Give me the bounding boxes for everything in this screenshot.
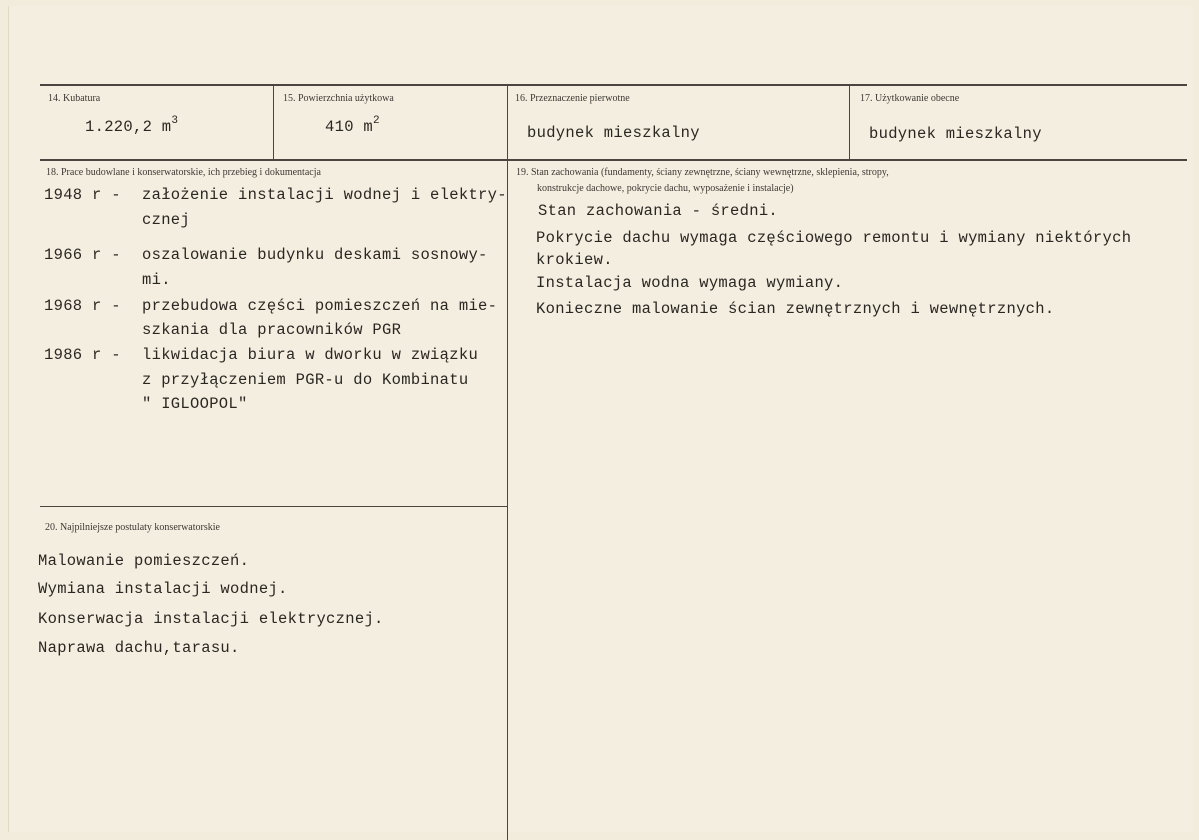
uzytkowanie-label: 17. Użytkowanie obecne	[860, 93, 960, 104]
przeznaczenie-value: budynek mieszkalny	[527, 124, 700, 142]
kubatura-unit-exponent: 3	[171, 115, 179, 127]
stan-line-3: krokiew.	[536, 251, 613, 269]
kubatura-number: 1.220,2 m	[85, 118, 172, 136]
col-divider-2	[507, 85, 508, 840]
entry-1968-text1: przebudowa części pomieszczeń na mie-	[142, 297, 498, 315]
entry-1986-line2	[44, 371, 468, 389]
postulaty-label: 20. Najpilniejsze postulaty konserwatorskie	[45, 522, 220, 533]
col-divider-3	[849, 85, 850, 161]
entry-1948-line2	[44, 211, 190, 229]
uzytkowanie-value: budynek mieszkalny	[869, 125, 1042, 143]
entry-1986-year: 1986 r -	[44, 346, 121, 364]
stan-line-2: Pokrycie dachu wymaga częściowego remontu i wymiany niektórych	[536, 229, 1132, 247]
entry-1986-line3	[44, 395, 248, 413]
powierzchnia-unit-exponent: 2	[373, 115, 380, 127]
col-divider-1	[273, 85, 274, 161]
postulaty-line-3: Konserwacja instalacji elektrycznej.	[38, 610, 384, 628]
kubatura-label: 14. Kubatura	[48, 93, 101, 104]
entry-1986-line1	[44, 346, 478, 364]
entry-1966-line2	[44, 271, 171, 289]
entry-1966-line1	[44, 246, 488, 264]
stan-line-4: Instalacja wodna wymaga wymiany.	[536, 274, 844, 292]
kubatura-value	[85, 115, 179, 136]
entry-1948-text2: cznej	[142, 211, 191, 229]
entry-1968-year: 1968 r -	[44, 297, 121, 315]
entry-1948-year: 1948 r -	[44, 186, 121, 204]
row-divider-line	[40, 159, 1187, 161]
stan-label-line1: 19. Stan zachowania (fundamenty, ściany zewnętrzne, ściany wewnętrzne, sklepienia, stropy,	[516, 167, 889, 178]
entry-1986-text1: likwidacja biura w dworku w związku	[142, 346, 479, 364]
postulaty-line-1: Malowanie pomieszczeń.	[38, 552, 250, 570]
entry-1966-text1: oszalowanie budynku deskami sosnowy-	[142, 246, 488, 264]
entry-1948-line1	[44, 186, 507, 204]
postulaty-line-2: Wymiana instalacji wodnej.	[38, 580, 288, 598]
entry-1986-text2: z przyłączeniem PGR-u do Kombinatu	[142, 371, 469, 389]
stan-label-line2: konstrukcje dachowe, pokrycie dachu, wyposażenie i instalacje)	[537, 183, 794, 194]
section-20-divider	[40, 506, 508, 507]
przeznaczenie-label: 16. Przeznaczenie pierwotne	[515, 93, 630, 104]
stan-line-5: Konieczne malowanie ścian zewnętrznych i wewnętrznych.	[536, 300, 1055, 318]
entry-1966-text2: mi.	[142, 271, 171, 289]
powierzchnia-number: 410 m	[325, 118, 374, 136]
entry-1986-text3: " IGLOOPOL"	[142, 395, 248, 413]
stan-line-1: Stan zachowania - średni.	[538, 202, 779, 220]
entry-1966-year: 1966 r -	[44, 246, 121, 264]
powierzchnia-label: 15. Powierzchnia użytkowa	[283, 93, 394, 104]
prace-label: 18. Prace budowlane i konserwatorskie, ich przebieg i dokumentacja	[46, 167, 321, 178]
entry-1968-line2	[44, 321, 401, 339]
top-border-line	[40, 84, 1187, 86]
entry-1968-text2: szkania dla pracowników PGR	[142, 321, 402, 339]
powierzchnia-value	[325, 115, 380, 136]
postulaty-line-4: Naprawa dachu,tarasu.	[38, 639, 240, 657]
entry-1948-text1: założenie instalacji wodnej i elektry-	[142, 186, 507, 204]
entry-1968-line1	[44, 297, 497, 315]
